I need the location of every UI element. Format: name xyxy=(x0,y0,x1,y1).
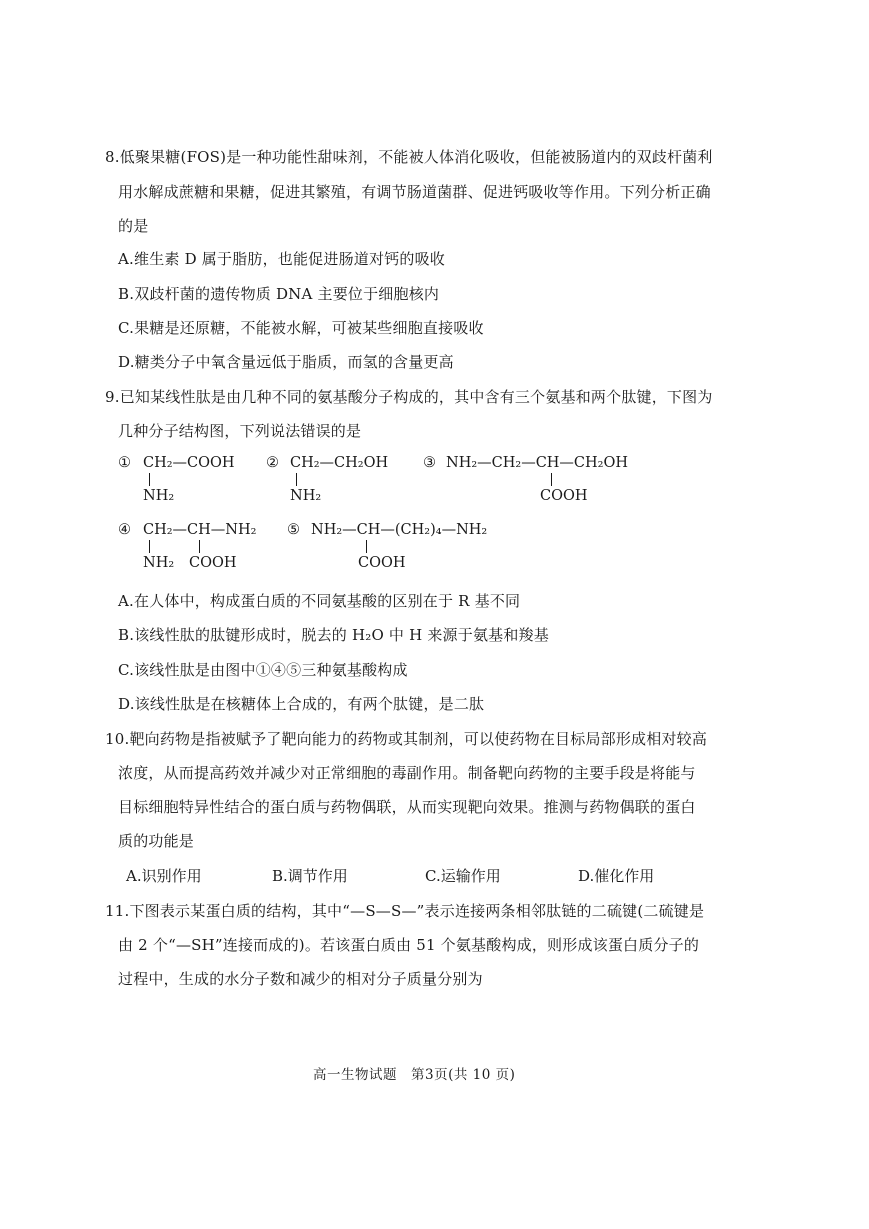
q10-stem-line-1: 10.靶向药物是指被赋予了靶向能力的药物或其制剂，可以使药物在目标局部形成相对较高 xyxy=(105,730,708,748)
molecule-3-number: ③ xyxy=(423,455,436,471)
q10-stem-line-2: 浓度，从而提高药效并减少对正常细胞的毒副作用。制备靶向药物的主要手段是将能与 xyxy=(118,764,696,782)
q10-option-a: A.识别作用 xyxy=(126,867,202,885)
q8-option-c: C.果糖是还原糖，不能被水解，可被某些细胞直接吸收 xyxy=(118,319,484,337)
molecule-5-bond xyxy=(366,540,367,553)
q10-stem-line-4: 质的功能是 xyxy=(118,832,195,850)
molecule-5-side-group: COOH xyxy=(358,555,406,571)
page-footer: 高一生物试题 第3页(共 10 页) xyxy=(313,1067,516,1083)
q8-stem-line-3: 的是 xyxy=(118,217,149,235)
molecule-1-bond xyxy=(149,473,150,486)
q11-stem-line-3: 过程中，生成的水分子数和减少的相对分子质量分别为 xyxy=(118,970,483,988)
molecule-4-side-group-left: NH₂ xyxy=(143,555,175,571)
molecule-1-side-group: NH₂ xyxy=(143,488,175,504)
molecule-3-main-chain: NH₂—CH₂—CH—CH₂OH xyxy=(446,455,629,471)
q9-option-b: B.该线性肽的肽键形成时，脱去的 H₂O 中 H 来源于氨基和羧基 xyxy=(118,626,549,644)
q9-stem-line-1: 9.已知某线性肽是由几种不同的氨基酸分子构成的，其中含有三个氨基和两个肽键，下图为 xyxy=(105,388,713,406)
molecule-3-bond xyxy=(551,473,552,486)
q10-option-b: B.调节作用 xyxy=(272,867,348,885)
molecule-4-bond-left xyxy=(149,540,150,553)
q9-option-a: A.在人体中，构成蛋白质的不同氨基酸的区别在于 R 基不同 xyxy=(118,592,521,610)
molecule-5-main-chain: NH₂—CH—(CH₂)₄—NH₂ xyxy=(311,522,488,538)
molecule-4-side-group-right: COOH xyxy=(189,555,237,571)
molecule-4-bond-right xyxy=(199,540,200,553)
molecule-3-side-group: COOH xyxy=(540,488,588,504)
molecule-1-main-chain: CH₂—COOH xyxy=(143,455,235,471)
q8-option-d: D.糖类分子中氧含量远低于脂质，而氢的含量更高 xyxy=(118,353,454,371)
molecule-5-number: ⑤ xyxy=(287,522,300,538)
molecule-2-side-group: NH₂ xyxy=(290,488,322,504)
molecule-2-bond xyxy=(296,473,297,486)
molecule-1-number: ① xyxy=(118,455,131,471)
q11-stem-line-1: 11.下图表示某蛋白质的结构，其中“—S—S—”表示连接两条相邻肽链的二硫键(二硫键是 xyxy=(105,902,705,920)
q8-stem-line-2: 用水解成蔗糖和果糖，促进其繁殖，有调节肠道菌群、促进钙吸收等作用。下列分析正确 xyxy=(118,183,711,201)
q10-stem-line-3: 目标细胞特异性结合的蛋白质与药物偶联，从而实现靶向效果。推测与药物偶联的蛋白 xyxy=(118,798,696,816)
q8-option-b: B.双歧杆菌的遗传物质 DNA 主要位于细胞核内 xyxy=(118,285,440,303)
molecule-2-main-chain: CH₂—CH₂OH xyxy=(290,455,389,471)
q9-option-c: C.该线性肽是由图中①④⑤三种氨基酸构成 xyxy=(118,661,408,679)
q8-stem-line-1: 8.低聚果糖(FOS)是一种功能性甜味剂，不能被人体消化吸收，但能被肠道内的双歧杆菌利 xyxy=(105,148,713,166)
q9-option-d: D.该线性肽是在核糖体上合成的，有两个肽键，是二肽 xyxy=(118,695,485,713)
molecule-4-number: ④ xyxy=(118,522,131,538)
q11-stem-line-2: 由 2 个“—SH”连接而成的)。若该蛋白质由 51 个氨基酸构成，则形成该蛋白质分子的 xyxy=(118,936,700,954)
q10-option-c: C.运输作用 xyxy=(425,867,501,885)
q9-stem-line-2: 几种分子结构图，下列说法错误的是 xyxy=(118,422,362,440)
q10-option-d: D.催化作用 xyxy=(578,867,655,885)
molecule-2-number: ② xyxy=(266,455,279,471)
q8-option-a: A.维生素 D 属于脂肪，也能促进肠道对钙的吸收 xyxy=(118,250,445,268)
molecule-4-main-chain: CH₂—CH—NH₂ xyxy=(143,522,257,538)
